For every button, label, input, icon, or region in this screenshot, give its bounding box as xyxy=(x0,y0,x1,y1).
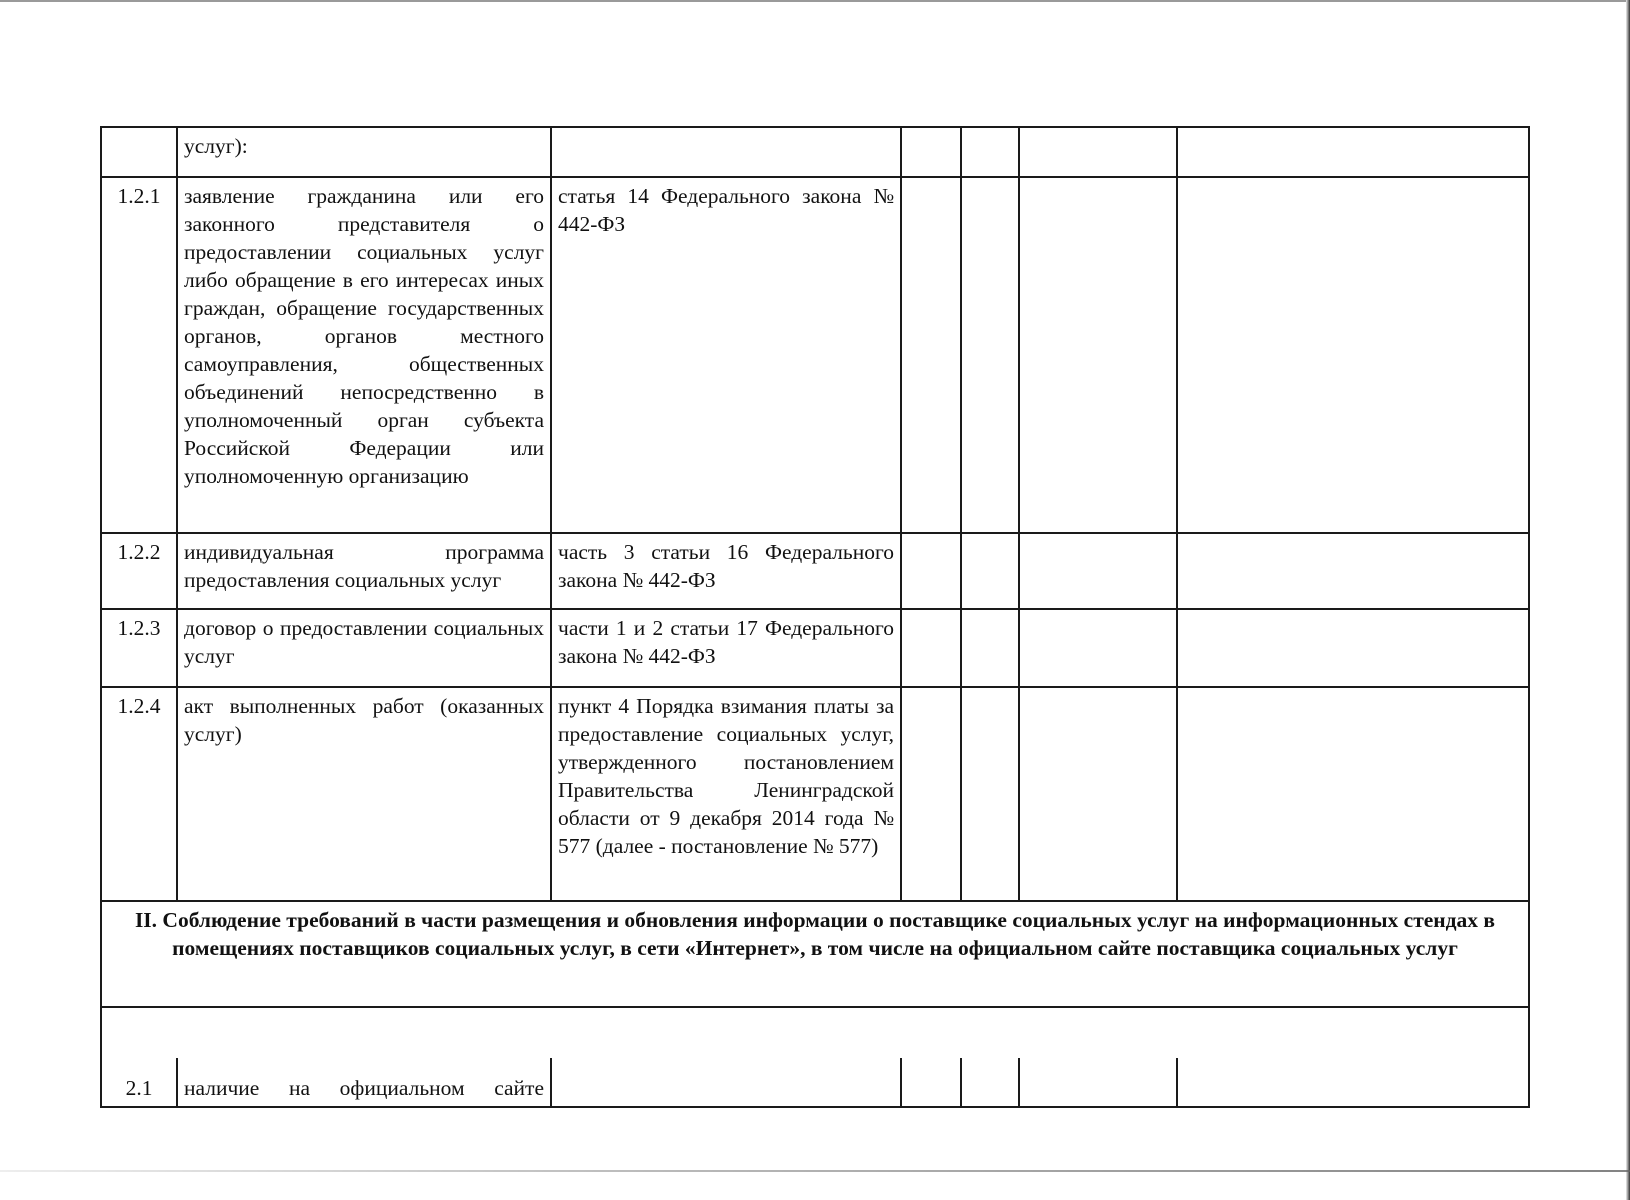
answer-yes-cell xyxy=(901,1058,961,1107)
legal-basis xyxy=(551,127,901,177)
answer-no-cell xyxy=(961,533,1019,609)
legal-basis: пункт 4 Порядка взимания платы за предоставление социальных услуг, утвержденного постановлением Правительства Ленинградской области от 9 декабря 2014 года № 577 (далее - постановление № 577) xyxy=(551,687,901,901)
not-applicable-cell xyxy=(1019,533,1177,609)
answer-yes-cell xyxy=(901,177,961,533)
not-applicable-cell xyxy=(1019,1058,1177,1107)
requirement-text: договор о предоставлении социальных услуг xyxy=(177,609,551,687)
requirement-text: наличие на официальном сайте xyxy=(177,1058,551,1107)
scan-border-right xyxy=(1626,0,1630,1200)
answer-yes-cell xyxy=(901,127,961,177)
note-cell xyxy=(1177,609,1529,687)
section-heading-row xyxy=(101,901,1529,1007)
row-number: 1.2.4 xyxy=(101,687,177,901)
table-row xyxy=(101,177,1529,533)
row-number: 1.2.2 xyxy=(101,533,177,609)
answer-yes-cell xyxy=(901,533,961,609)
section-heading: II. Соблюдение требований в части размещения и обновления информации о поставщике социальных услуг на информационных стендах в помещениях поставщиков социальных услуг, в сети «Интернет», в том числе на официальном сайте поставщика социальных услуг xyxy=(101,901,1529,1007)
row-number xyxy=(101,127,177,177)
blank-spacer xyxy=(101,1007,1529,1058)
legal-basis xyxy=(551,1058,901,1107)
not-applicable-cell xyxy=(1019,127,1177,177)
answer-no-cell xyxy=(961,177,1019,533)
scan-border-top xyxy=(0,0,1630,2)
not-applicable-cell xyxy=(1019,687,1177,901)
not-applicable-cell xyxy=(1019,609,1177,687)
legal-basis: части 1 и 2 статьи 17 Федерального закона № 442-ФЗ xyxy=(551,609,901,687)
note-cell xyxy=(1177,687,1529,901)
row-number: 2.1 xyxy=(101,1058,177,1107)
requirement-text: услуг): xyxy=(177,127,551,177)
legal-basis: статья 14 Федерального закона № 442-ФЗ xyxy=(551,177,901,533)
row-number: 1.2.1 xyxy=(101,177,177,533)
scan-border-bottom xyxy=(0,1170,1630,1172)
not-applicable-cell xyxy=(1019,177,1177,533)
requirement-text: акт выполненных работ (оказанных услуг) xyxy=(177,687,551,901)
requirement-text: заявление гражданина или его законного представителя о предоставлении социальных услуг либо обращение в его интересах иных граждан, обращение государственных органов, органов местного самоуправления, общественных объединений непосредственно в уполномоченный орган субъекта Российской Федерации или уполномоченную организацию xyxy=(177,177,551,533)
table-row xyxy=(101,1058,1529,1107)
note-cell xyxy=(1177,533,1529,609)
table-row xyxy=(101,127,1529,177)
answer-no-cell xyxy=(961,609,1019,687)
table-row xyxy=(101,609,1529,687)
answer-no-cell xyxy=(961,1058,1019,1107)
requirement-text: индивидуальная программа предоставления социальных услуг xyxy=(177,533,551,609)
note-cell xyxy=(1177,177,1529,533)
note-cell xyxy=(1177,127,1529,177)
legal-basis: часть 3 статьи 16 Федерального закона № 442-ФЗ xyxy=(551,533,901,609)
answer-no-cell xyxy=(961,687,1019,901)
row-number: 1.2.3 xyxy=(101,609,177,687)
note-cell xyxy=(1177,1058,1529,1107)
inspection-checklist-table xyxy=(100,126,1530,1108)
answer-yes-cell xyxy=(901,609,961,687)
answer-no-cell xyxy=(961,127,1019,177)
table-row xyxy=(101,687,1529,901)
table-row xyxy=(101,1007,1529,1058)
answer-yes-cell xyxy=(901,687,961,901)
table-row xyxy=(101,533,1529,609)
